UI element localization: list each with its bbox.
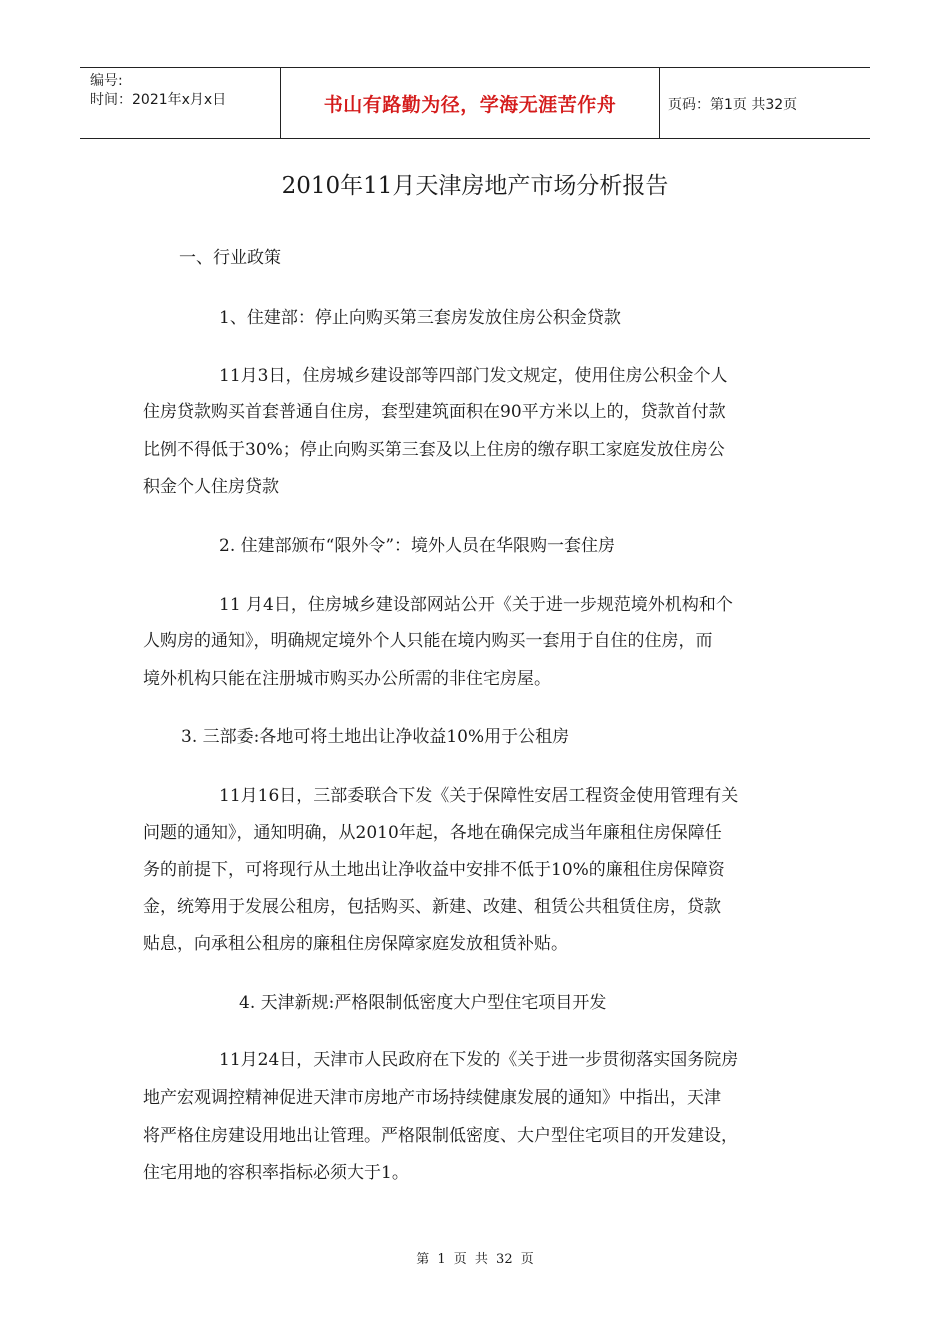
document-title: 2010年11月天津房地产市场分析报告 — [281, 173, 669, 199]
item-4-line: 地产宏观调控精神促进天津市房地产市场持续健康发展的通知》中指出，天津 — [143, 1088, 721, 1108]
item-1-line: 11月3日，住房城乡建设部等四部门发文规定，使用住房公积金个人 — [219, 366, 728, 386]
item-2-line: 境外机构只能在注册城市购买办公所需的非住宅房屋。 — [143, 669, 551, 689]
serial-label: 编号: — [90, 73, 123, 89]
item-4-line: 将严格住房建设用地出让管理。严格限制低密度、大户型住宅项目的开发建设， — [143, 1126, 738, 1146]
page-header — [80, 67, 870, 139]
item-3-line: 金，统筹用于发展公租房，包括购买、新建、改建、租赁公共租赁住房，贷款 — [143, 897, 721, 917]
item-1-line: 住房贷款购买首套普通自住房，套型建筑面积在90平方米以上的，贷款首付款 — [143, 402, 726, 422]
item-3-line: 贴息，向承租公租房的廉租住房保障家庭发放租赁补贴。 — [143, 934, 568, 954]
item-3-line: 11月16日，三部委联合下发《关于保障性安居工程资金使用管理有关 — [219, 786, 739, 806]
item-4-heading: 4. 天津新规:严格限制低密度大户型住宅项目开发 — [239, 993, 607, 1013]
item-3-line: 务的前提下，可将现行从土地出让净收益中安排不低于10%的廉租住房保障资 — [143, 860, 725, 880]
item-1-line: 比例不得低于30%；停止向购买第三套及以上住房的缴存职工家庭发放住房公 — [143, 440, 725, 460]
item-4-line: 住宅用地的容积率指标必须大于1。 — [143, 1163, 409, 1183]
item-3-line: 问题的通知》，通知明确，从2010年起，各地在确保完成当年廉租住房保障任 — [143, 823, 722, 843]
item-4-line: 11月24日，天津市人民政府在下发的《关于进一步贯彻落实国务院房 — [219, 1050, 739, 1070]
motto: 书山有路勤为径，学海无涯苦作舟 — [280, 68, 660, 138]
item-2-line: 11 月4日，住房城乡建设部网站公开《关于进一步规范境外机构和个 — [219, 595, 733, 615]
time-label: 时间：2021年x月x日 — [90, 92, 227, 108]
item-2-heading: 2. 住建部颁布“限外令”：境外人员在华限购一套住房 — [219, 536, 616, 556]
item-3-heading: 3. 三部委:各地可将土地出让净收益10%用于公租房 — [181, 727, 570, 747]
page-info: 页码：第1页 共32页 — [668, 97, 798, 113]
header-meta — [90, 72, 226, 110]
item-1-line: 积金个人住房贷款 — [143, 477, 279, 497]
item-2-line: 人购房的通知》，明确规定境外个人只能在境内购买一套用于自住的住房，而 — [143, 631, 713, 651]
page-footer: 第 1 页 共 32 页 — [416, 1252, 534, 1267]
section-heading: 一、行业政策 — [179, 248, 281, 268]
item-1-heading: 1、住建部：停止向购买第三套房发放住房公积金贷款 — [219, 308, 621, 328]
